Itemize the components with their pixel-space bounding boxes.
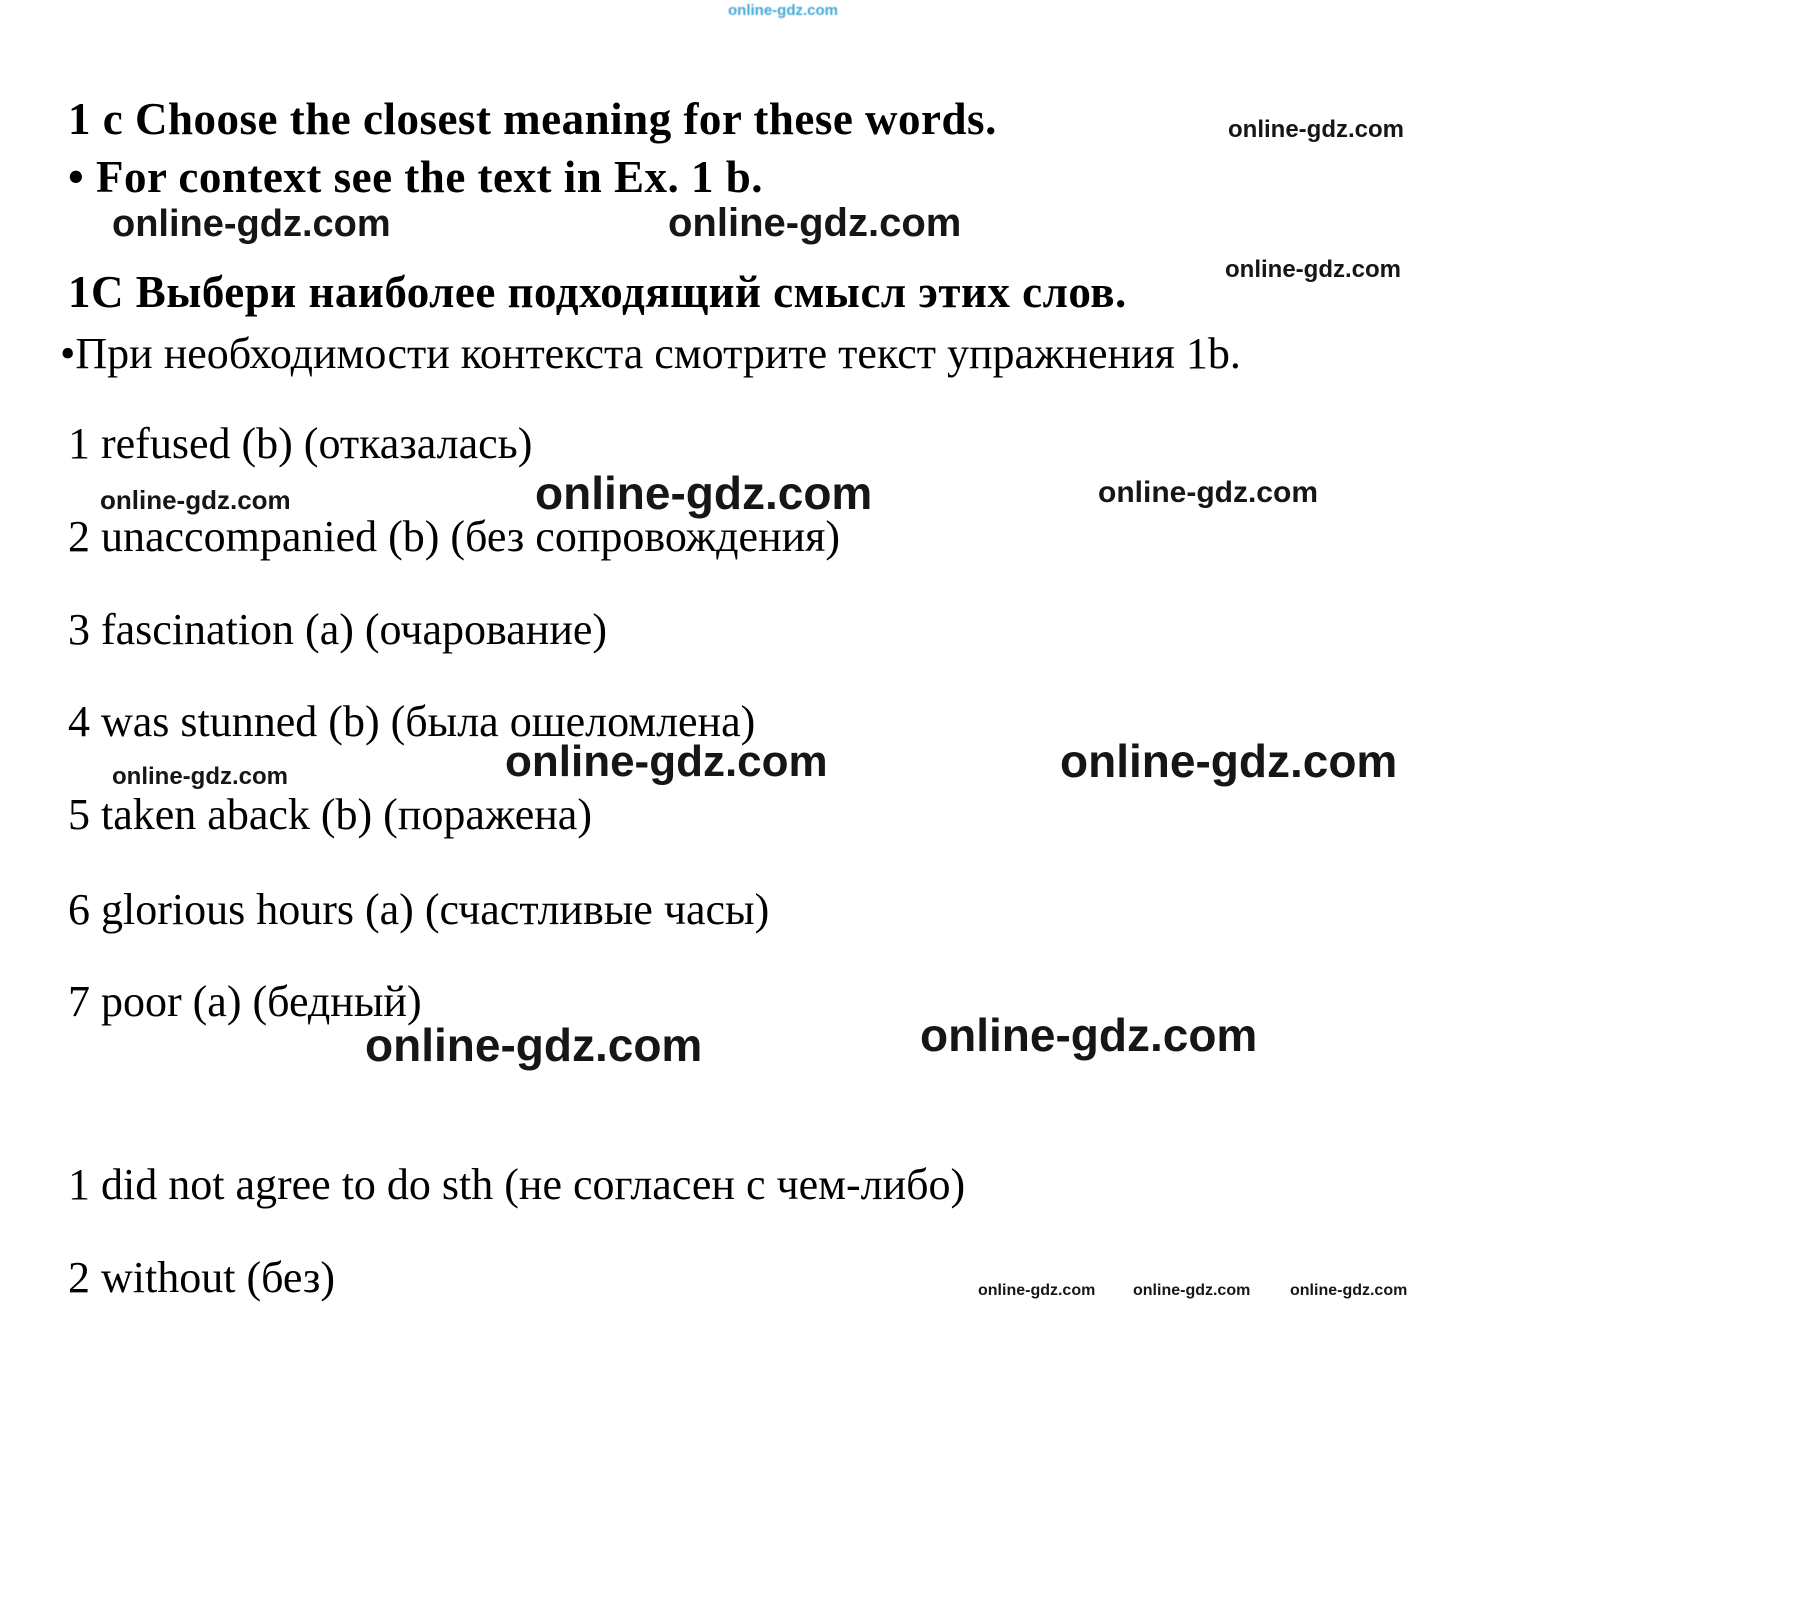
watermark: online-gdz.com [1098,476,1318,509]
list-item: 4 was stunned (b) (была ошеломлена) [68,697,756,746]
list-item: 3 fascination (a) (очарование) [68,605,608,654]
watermark: online-gdz.com [1290,1282,1408,1299]
watermark: online-gdz.com [365,1019,703,1071]
watermark: online-gdz.com [1060,735,1398,787]
heading-line-3: 1С Выбери наиболее подходящий смысл этих слов. [68,267,1127,317]
list-item: 5 taken aback (b) (поражена) [68,790,592,839]
watermark: online-gdz.com [1228,116,1404,143]
list-item: 1 refused (b) (отказалась) [68,419,533,468]
watermark: online-gdz.com [112,763,288,790]
watermark: online-gdz.com [505,737,828,786]
list-item: 7 poor (a) (бедный) [68,977,422,1026]
watermark: online-gdz.com [978,1282,1096,1299]
watermark: online-gdz.com [112,203,391,245]
answer-item: 2 without (без) [68,1253,336,1302]
watermark: online-gdz.com [668,201,962,245]
answer-item: 1 did not agree to do sth (не согласен с чем-либо) [68,1160,966,1209]
list-item: 6 glorious hours (a) (счастливые часы) [68,885,770,934]
heading-line-2: • For context see the text in Ex. 1 b. [68,152,764,202]
watermark: online-gdz.com [1133,1282,1251,1299]
heading-line-1: 1 c Choose the closest meaning for these words. [68,94,997,144]
list-item: 2 unaccompanied (b) (без сопровождения) [68,512,841,561]
watermark: online-gdz.com [728,2,838,19]
watermark: online-gdz.com [920,1009,1258,1061]
watermark: online-gdz.com [100,485,291,515]
watermark: online-gdz.com [1225,256,1401,283]
heading-line-4: •При необходимости контекста смотрите текст упражнения 1b. [60,329,1241,378]
watermark: online-gdz.com [535,467,873,519]
